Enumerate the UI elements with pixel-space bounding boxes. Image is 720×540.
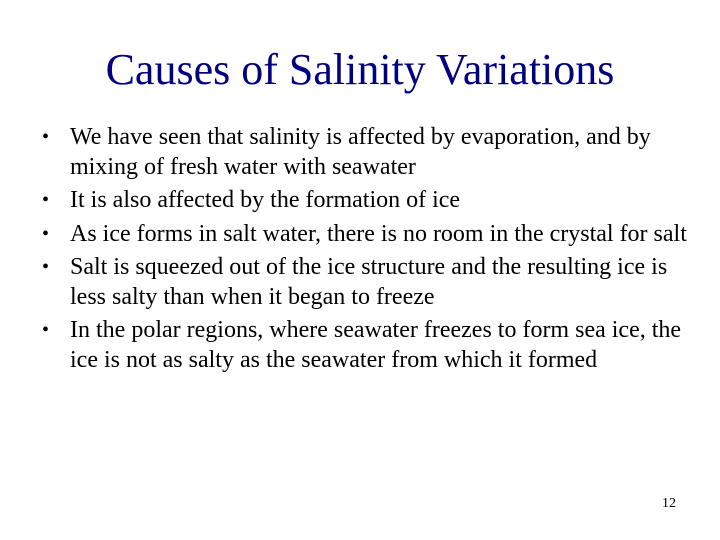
bullet-item bbox=[42, 220, 692, 250]
bullet-item bbox=[42, 316, 692, 375]
bullet-item bbox=[42, 253, 692, 312]
bullet-item bbox=[42, 186, 692, 216]
bullet-icon: • bbox=[42, 319, 50, 341]
page-number: 12 bbox=[662, 496, 676, 511]
slide-title: Causes of Salinity Variations bbox=[105, 45, 615, 94]
bullet-icon: • bbox=[42, 256, 50, 278]
bullet-text: We have seen that salinity is affected by evaporation, and by mixing of fresh water with seawater bbox=[70, 124, 651, 180]
bullet-icon: • bbox=[42, 126, 50, 148]
bullet-text: Salt is squeezed out of the ice structure and the resulting ice is less salty than when it began to freeze bbox=[70, 254, 668, 310]
bullet-list bbox=[42, 123, 692, 379]
bullet-icon: • bbox=[42, 222, 50, 245]
bullet-text: As ice forms in salt water, there is no room in the crystal for salt bbox=[70, 220, 687, 247]
bullet-item bbox=[42, 123, 692, 182]
bullet-text: It is also affected by the formation of ice bbox=[70, 187, 461, 213]
bullet-icon: • bbox=[42, 189, 50, 211]
bullet-text: In the polar regions, where seawater freezes to form sea ice, the ice is not as salty as the seawater from which it formed bbox=[70, 317, 682, 373]
